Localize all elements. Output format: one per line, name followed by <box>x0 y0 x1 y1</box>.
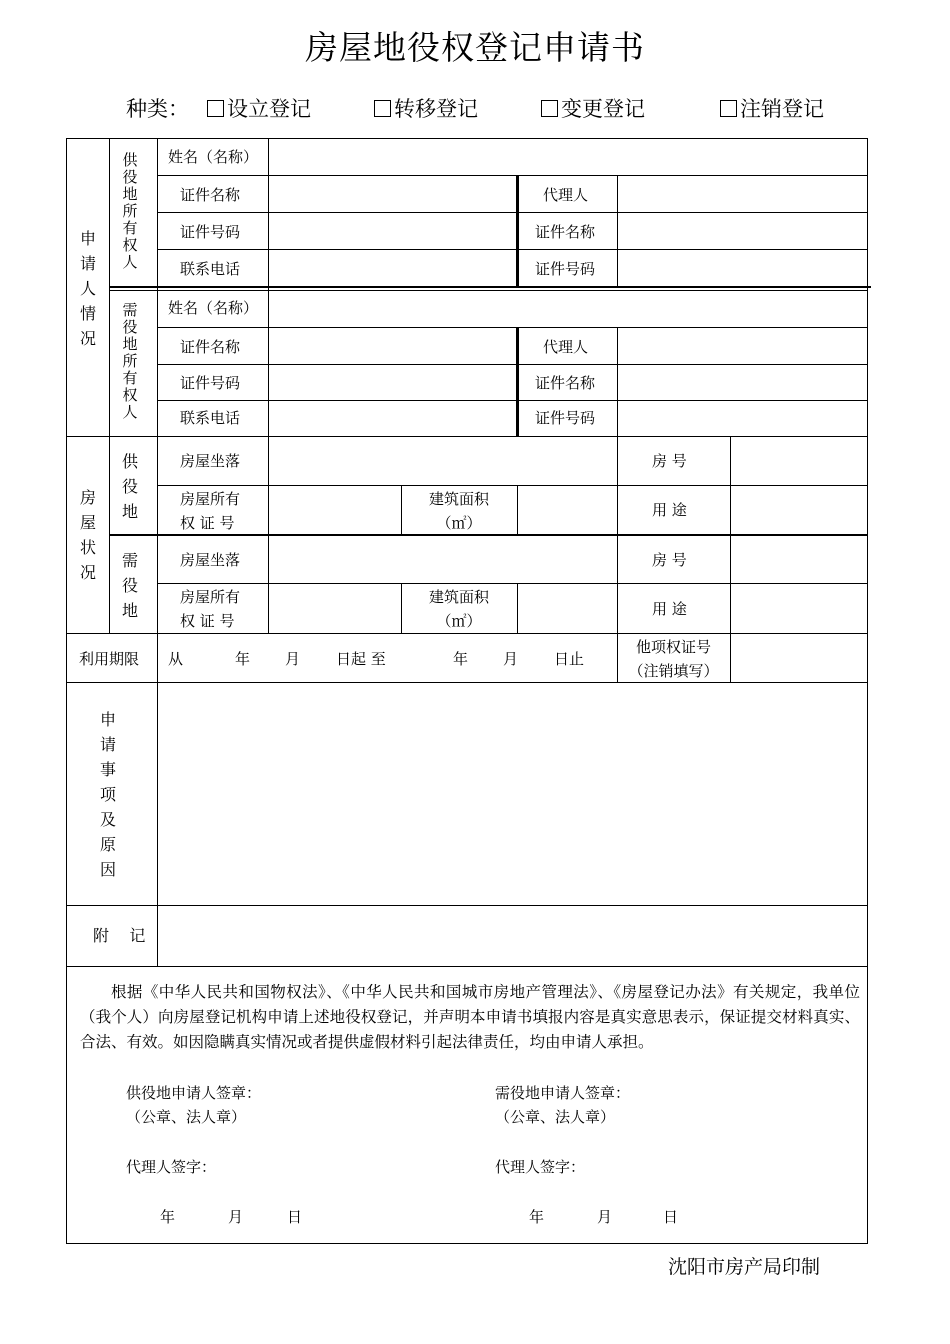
servient-usage-label: 用 途 <box>652 501 687 519</box>
servient-date-year: 年 <box>160 1208 176 1226</box>
checkbox-icon[interactable] <box>374 100 391 117</box>
servient-area-label-1: 建筑面积 <box>428 490 489 508</box>
period-year-2: 年 <box>453 650 469 668</box>
period-day-from: 日起 至 <box>336 650 386 668</box>
servient-date-day: 日 <box>287 1208 303 1226</box>
grid-line <box>109 290 868 291</box>
option-change[interactable]: 变更登记 <box>541 93 645 123</box>
grid-line <box>66 682 868 683</box>
servient-area-label-2: （㎡） <box>436 514 482 532</box>
grid-line <box>268 436 269 633</box>
grid-line <box>66 966 868 967</box>
servient-location-label: 房屋坐落 <box>180 452 241 470</box>
servient-room-no-label: 房 号 <box>652 452 687 470</box>
dominant-name-label: 姓名（名称） <box>168 299 259 317</box>
grid-line <box>157 583 868 584</box>
servient-agent-id-number-label: 证件号码 <box>535 260 596 278</box>
servient-cert-label-2: 权 证 号 <box>180 514 235 532</box>
grid-line <box>109 534 868 536</box>
dominant-cert-label-2: 权 证 号 <box>180 612 235 630</box>
servient-name-label: 姓名（名称） <box>168 148 259 166</box>
dominant-date-month: 月 <box>597 1208 613 1226</box>
dominant-agent-label: 代理人 <box>543 338 589 356</box>
dominant-date-year: 年 <box>529 1208 545 1226</box>
dominant-usage-label: 用 途 <box>652 600 687 618</box>
servient-id-name-label: 证件名称 <box>180 186 241 204</box>
house-servient-label: 供役地 <box>121 452 138 521</box>
grid-line <box>517 583 518 633</box>
grid-line <box>157 138 158 966</box>
grid-line <box>730 436 731 682</box>
grid-line <box>617 327 618 436</box>
grid-line <box>66 905 868 906</box>
period-month-2: 月 <box>503 650 519 668</box>
dominant-signature-label: 需役地申请人签章： <box>495 1084 631 1102</box>
grid-line <box>109 138 110 633</box>
servient-agent-id-name-label: 证件名称 <box>535 223 596 241</box>
option-establish[interactable]: 设立登记 <box>207 93 311 123</box>
registration-type-label: 种类： <box>126 97 189 121</box>
grid-line <box>517 485 518 534</box>
grid-line <box>157 400 868 401</box>
grid-line <box>157 212 868 213</box>
dominant-area-label-1: 建筑面积 <box>428 588 489 606</box>
dominant-id-name-label: 证件名称 <box>180 338 241 356</box>
grid-line <box>516 175 519 286</box>
grid-line <box>157 327 868 328</box>
servient-id-number-label: 证件号码 <box>180 223 241 241</box>
servient-phone-label: 联系电话 <box>180 260 241 278</box>
applicant-section-label: 申请人情况 <box>79 229 96 348</box>
registration-type-row <box>0 93 950 123</box>
other-cert-label-2: （注销填写） <box>628 662 719 680</box>
grid-line <box>66 633 868 634</box>
servient-agent-label: 代理人 <box>543 186 589 204</box>
checkbox-icon[interactable] <box>207 100 224 117</box>
dominant-location-label: 房屋坐落 <box>180 551 241 569</box>
notes-label: 附 记 <box>93 926 146 945</box>
grid-line <box>157 175 868 176</box>
checkbox-icon[interactable] <box>541 100 558 117</box>
grid-line <box>268 138 269 436</box>
dominant-area-label-2: （㎡） <box>436 612 482 630</box>
grid-line <box>617 175 618 286</box>
dominant-date-day: 日 <box>663 1208 679 1226</box>
dominant-agent-id-number-label: 证件号码 <box>535 409 596 427</box>
period-month-1: 月 <box>285 650 301 668</box>
servient-date-month: 月 <box>228 1208 244 1226</box>
grid-line <box>66 436 868 437</box>
dominant-room-no-label: 房 号 <box>652 551 687 569</box>
grid-line <box>157 249 868 250</box>
checkbox-icon[interactable] <box>720 100 737 117</box>
dominant-id-number-label: 证件号码 <box>180 374 241 392</box>
dominant-agent-signature-label: 代理人签字： <box>495 1158 586 1176</box>
printer-footer: 沈阳市房产局印制 <box>668 1256 821 1278</box>
house-section-label: 房屋状况 <box>79 488 96 582</box>
grid-line <box>109 286 871 288</box>
other-cert-label-1: 他项权证号 <box>635 638 711 656</box>
dominant-seal-note: （公章、法人章） <box>495 1108 616 1126</box>
period-from: 从 <box>168 650 184 668</box>
house-dominant-label: 需役地 <box>121 551 138 620</box>
grid-line <box>157 485 868 486</box>
form-title: 房屋地役权登记申请书 <box>305 28 645 67</box>
matters-and-reasons-label: 申请事项及原因 <box>99 710 116 879</box>
option-transfer[interactable]: 转移登记 <box>374 93 478 123</box>
usage-period-label: 利用期限 <box>79 650 140 668</box>
dominant-owner-label: 需役地所有权人 <box>122 301 138 421</box>
dominant-phone-label: 联系电话 <box>180 409 241 427</box>
declaration-text: 根据《中华人民共和国物权法》、《中华人民共和国城市房地产管理法》、《房屋登记办法》有关规定，我单位（我个人）向房屋登记机构申请上述地役权登记，并声明本申请书填报内容是真实意思表示，保证提交材料真实、合法、有效。如因隐瞒真实情况或者提供虚假材料引起法律责任，均由申请人承担。 <box>80 983 860 1051</box>
dominant-cert-label-1: 房屋所有 <box>180 588 241 606</box>
option-cancel[interactable]: 注销登记 <box>720 93 824 123</box>
dominant-agent-id-name-label: 证件名称 <box>535 374 596 392</box>
servient-signature-label: 供役地申请人签章： <box>126 1084 262 1102</box>
servient-owner-label: 供役地所有权人 <box>122 151 138 271</box>
servient-seal-note: （公章、法人章） <box>126 1108 247 1126</box>
servient-cert-label-1: 房屋所有 <box>180 490 241 508</box>
period-year-1: 年 <box>235 650 251 668</box>
grid-line <box>516 327 519 436</box>
servient-agent-signature-label: 代理人签字： <box>126 1158 217 1176</box>
period-day-until: 日止 <box>554 650 585 668</box>
grid-line <box>157 364 868 365</box>
